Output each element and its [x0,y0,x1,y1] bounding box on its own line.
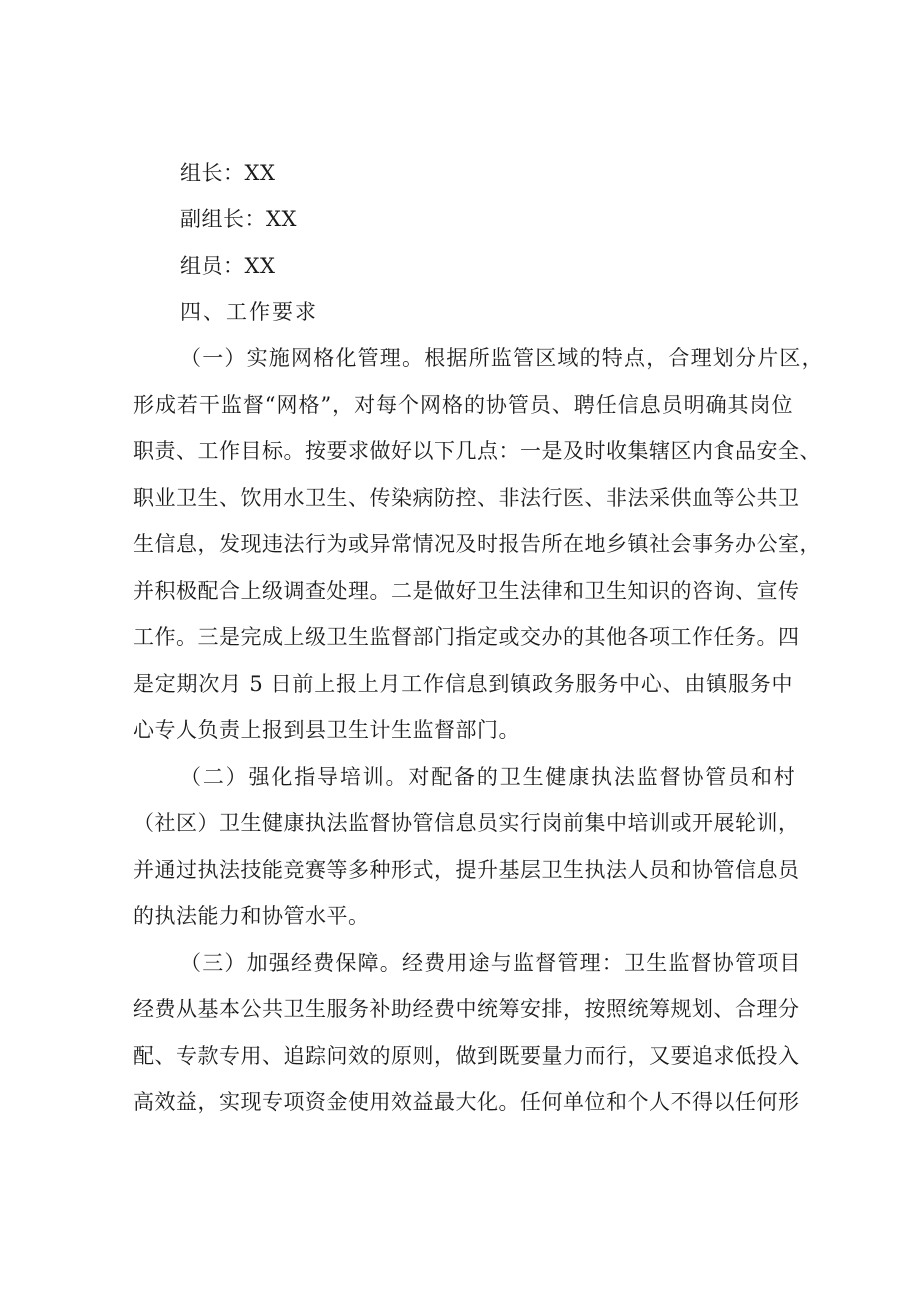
paragraph-1-line: 并积极配合上级调查处理。二是做好卫生法律和卫生知识的咨询、宣传 [133,579,800,603]
paragraph-1-line: 是定期次月 5 日前上报上月工作信息到镇政务服务中心、由镇服务中 [133,672,793,696]
paragraph-1-line: 形成若干监督“网格”，对每个网格的协管员、聘任信息员明确其岗位 [133,393,793,417]
paragraph-1-line: （一）实施网格化管理。根据所监管区域的特点，合理划分片区， [180,346,824,370]
section-heading: 四、工作要求 [180,300,318,324]
team-leader-line: 组长：XX [180,161,276,185]
paragraph-2-last-line: 的执法能力和协管水平。 [133,904,370,928]
team-members-line: 组员：XX [180,254,276,278]
paragraph-2-line: （社区）卫生健康执法监督协管信息员实行岗前集中培训或开展轮训， [133,811,800,835]
paragraph-2-line: 并通过执法技能竞赛等多种形式，提升基层卫生执法人员和协管信息员 [133,858,800,882]
paragraph-1-line: 工作。三是完成上级卫生监督部门指定或交办的其他各项工作任务。四 [133,625,800,649]
paragraph-3-line: 配、专款专用、追踪问效的原则，做到既要量力而行，又要追求低投入 [133,1044,800,1068]
paragraph-3-line: 经费从基本公共卫生服务补助经费中统筹安排，按照统筹规划、合理分 [133,997,800,1021]
paragraph-2-line: （二）强化指导培训。对配备的卫生健康执法监督协管员和村 [180,765,796,789]
paragraph-1-last-line: 心专人负责上报到县卫生计生监督部门。 [133,718,520,742]
paragraph-3-line: （三）加强经费保障。经费用途与监督管理：卫生监督协管项目 [180,951,802,975]
paragraph-1-line: 职业卫生、饮用水卫生、传染病防控、非法行医、非法采供血等公共卫 [133,486,800,510]
paragraph-1-line: 生信息，发现违法行为或异常情况及时报告所在地乡镇社会事务办公室， [133,532,821,556]
team-deputy-leader-line: 副组长：XX [180,207,297,231]
paragraph-3-line: 高效益，实现专项资金使用效益最大化。任何单位和个人不得以任何形 [133,1090,800,1114]
paragraph-1-line: 职责、工作目标。按要求做好以下几点：一是及时收集辖区内食品安全、 [133,439,821,463]
